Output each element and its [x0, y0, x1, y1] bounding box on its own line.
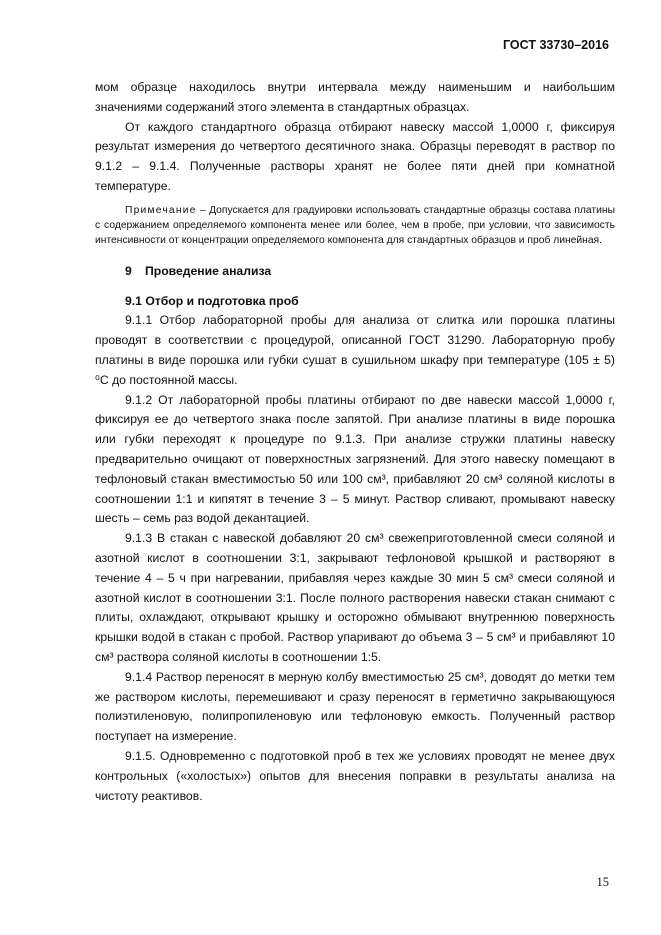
section-heading: [95, 262, 615, 282]
note-block: [95, 203, 615, 248]
note-text: – Допускается для градуировки использовать стандартные образцы состава платины с содержанием определяемого компонента менее или более, чем в пробе, при условии, что зависимость интенсивности от концентрации определяемого компонента для стандартных образцов и проб линейная.: [95, 204, 615, 246]
paragraph-9-1-1: 9.1.1 Отбор лабораторной пробы для анализа от слитка или порошка платины проводят в соответствии с процедурой, описанной ГОСТ 31290. Лабораторную пробу платины в виде порошка или губки сушат в сушильном шкафу при температуре (105 ± 5) ⁰С до постоянной массы.: [95, 313, 615, 387]
section-title: Проведение анализа: [145, 263, 272, 278]
section-number: 9: [125, 263, 132, 278]
document-header: ГОСТ 33730–2016: [503, 38, 609, 52]
paragraph-9-1-4: 9.1.4 Раствор переносят в мерную колбу вместимостью 25 см³, доводят до метки тем же раствором кислоты, перемешивают и сразу переносят в герметично закрывающуюся полиэтиленовую, полипропиленовую или тефлоновую емкость. Полученный раствор поступает на измерение.: [95, 669, 615, 744]
note-label: Примечание: [125, 204, 197, 216]
paragraph-9-1-3: 9.1.3 В стакан с навеской добавляют 20 см³ свежеприготовленной смеси соляной и азотной кислот в соотношении 3:1, закрывают тефлоновой крышкой и растворяют в течение 4 – 5 ч при нагревании, прибавляя через каждые 30 мин 5 см³ смеси соляной и азотной кислот в соотношении 3:1. После полного растворения навески стакан снимают с плиты, охлаждают, открывают крышку и осторожно обмывают внутреннюю поверхность крышки водой в стакан с пробой. Раствор упаривают до объема 3 – 5 см³ и прибавляют 10 см³ раствора соляной кислоты в соотношении 1:5.: [95, 531, 615, 664]
subsection-heading: 9.1 Отбор и подготовка проб: [125, 293, 299, 308]
page-body: [95, 78, 615, 806]
paragraph-standard-samples: От каждого стандартного образца отбирают навеску массой 1,0000 г, фиксируя результат измерения до четвертого десятичного знака. Образцы переводят в раствор по 9.1.2 – 9.1.4. Полученные растворы хранят не более пяти дней при комнатной температуре.: [95, 119, 615, 193]
page-number: 15: [596, 875, 609, 889]
paragraph-continued: мом образце находилось внутри интервала между наименьшим и наибольшим значениями содержаний этого элемента в стандартных образцах.: [95, 80, 615, 114]
paragraph-9-1-2: 9.1.2 От лабораторной пробы платины отбирают по две навески массой 1,0000 г, фиксируя ее до четвертого знака после запятой. При анализе платины в виде порошка или губки переходят к процедуре по 9.1.3. При анализе стружки платины навеску предварительно очищают от поверхностных загрязнений. Для этого навеску помещают в тефлоновый стакан вместимостью 50 или 100 см³, прибавляют 20 см³ соляной кислоты в соотношении 1:1 и кипятят в течение 3 – 5 минут. Раствор сливают, промывают навеску шесть – семь раз водой декантацией.: [95, 392, 615, 526]
paragraph-9-1-5: 9.1.5. Одновременно с подготовкой проб в тех же условиях проводят не менее двух контрольных («холостых») опытов для внесения поправки в результаты анализа на чистоту реактивов.: [95, 748, 615, 803]
